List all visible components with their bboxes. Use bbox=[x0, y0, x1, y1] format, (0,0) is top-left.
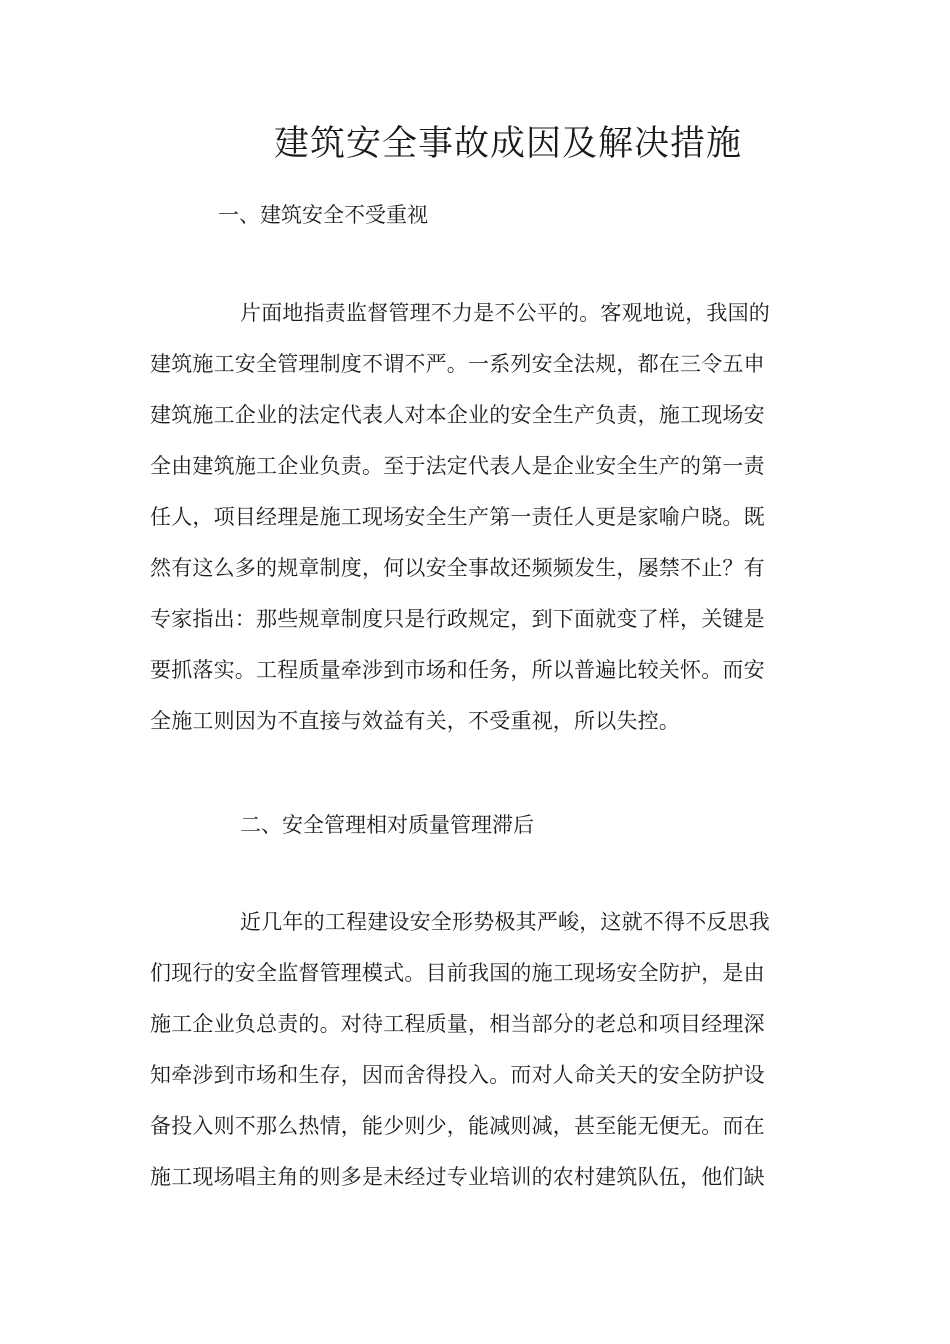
paragraph-line: 全由建筑施工企业负责。至于法定代表人是企业安全生产的第一责 bbox=[150, 454, 765, 478]
paragraph-line: 施工企业负总责的。对待工程质量，相当部分的老总和项目经理深 bbox=[150, 1012, 765, 1036]
paragraph-line: 任人，项目经理是施工现场安全生产第一责任人更是家喻户晓。既 bbox=[150, 505, 765, 529]
paragraph-line: 备投入则不那么热情，能少则少，能减则减，甚至能无便无。而在 bbox=[150, 1114, 765, 1138]
paragraph-line: 施工现场唱主角的则多是未经过专业培训的农村建筑队伍，他们缺 bbox=[150, 1165, 765, 1189]
paragraph-line: 全施工则因为不直接与效益有关，不受重视，所以失控。 bbox=[150, 709, 680, 733]
paragraph-line: 们现行的安全监督管理模式。目前我国的施工现场安全防护，是由 bbox=[150, 961, 765, 985]
document-title: 建筑安全事故成因及解决措施 bbox=[273, 124, 742, 164]
section-heading-2: 二、安全管理相对质量管理滞后 bbox=[240, 813, 534, 837]
paragraph-line: 专家指出：那些规章制度只是行政规定，到下面就变了样，关键是 bbox=[150, 607, 765, 631]
paragraph-line: 片面地指责监督管理不力是不公平的。客观地说，我国的 bbox=[240, 301, 770, 325]
section-2-paragraph bbox=[150, 897, 770, 1203]
section-1-paragraph bbox=[150, 288, 770, 747]
paragraph-line: 然有这么多的规章制度，何以安全事故还频频发生，屡禁不止？有 bbox=[150, 556, 765, 580]
paragraph-line: 近几年的工程建设安全形势极其严峻，这就不得不反思我 bbox=[240, 910, 770, 934]
section-heading-1: 一、建筑安全不受重视 bbox=[218, 203, 428, 227]
paragraph-line: 知牵涉到市场和生存，因而舍得投入。而对人命关天的安全防护设 bbox=[150, 1063, 765, 1087]
paragraph-line: 建筑施工安全管理制度不谓不严。一系列安全法规，都在三令五申 bbox=[150, 352, 765, 376]
paragraph-line: 要抓落实。工程质量牵涉到市场和任务，所以普遍比较关怀。而安 bbox=[150, 658, 765, 682]
paragraph-line: 建筑施工企业的法定代表人对本企业的安全生产负责，施工现场安 bbox=[150, 403, 765, 427]
